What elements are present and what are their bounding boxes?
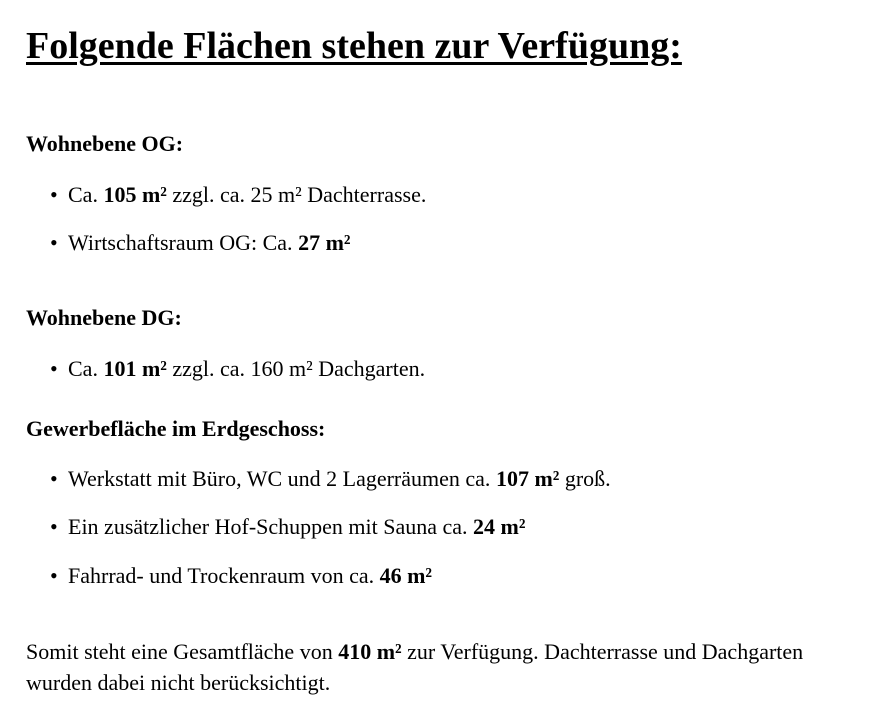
bullet-icon: • <box>50 230 58 255</box>
bullet-icon: • <box>50 563 58 588</box>
summary-text: Somit steht eine Gesamtfläche von <box>26 639 339 664</box>
item-text: Ein zusätzlicher Hof-Schuppen mit Sauna ca. <box>68 514 474 539</box>
item-text: Ca. <box>68 182 104 207</box>
summary-total-area: 410 m² <box>338 639 402 664</box>
list-item <box>50 182 426 208</box>
item-area: 24 m² <box>473 514 526 539</box>
item-area: 101 m² <box>103 356 167 381</box>
item-text: Werkstatt mit Büro, WC und 2 Lagerräumen ca. <box>68 466 496 491</box>
item-area: 105 m² <box>103 182 167 207</box>
item-text: Wirtschaftsraum OG: Ca. <box>68 230 299 255</box>
item-text-suffix: zzgl. ca. 160 m² Dachgarten. <box>166 356 426 381</box>
bullet-icon: • <box>50 514 58 539</box>
list-item <box>50 514 525 540</box>
list-item <box>50 230 350 256</box>
list-item <box>50 356 425 382</box>
section-heading-dg: Wohnebene DG: <box>26 305 182 330</box>
section-heading-og: Wohnebene OG: <box>26 131 184 156</box>
item-text: Ca. <box>68 356 104 381</box>
item-text-suffix: groß. <box>559 466 611 491</box>
page-title: Folgende Flächen stehen zur Verfügung: <box>26 25 682 67</box>
item-text: Fahrrad- und Trockenraum von ca. <box>68 563 380 588</box>
item-text-suffix: zzgl. ca. 25 m² Dachterrasse. <box>166 182 427 207</box>
item-area: 46 m² <box>379 563 433 588</box>
summary-paragraph <box>26 636 856 698</box>
summary-text-suffix: zur Verfügung. Dachterrasse und Dachgarten wurden dabei nicht berücksichtigt. <box>26 639 804 695</box>
bullet-icon: • <box>50 182 58 207</box>
bullet-icon: • <box>50 466 58 491</box>
item-area: 27 m² <box>298 230 351 255</box>
list-item <box>50 466 611 492</box>
bullet-icon: • <box>50 356 58 381</box>
section-heading-eg: Gewerbefläche im Erdgeschoss: <box>26 416 326 441</box>
list-item <box>50 563 432 589</box>
item-area: 107 m² <box>495 466 560 491</box>
